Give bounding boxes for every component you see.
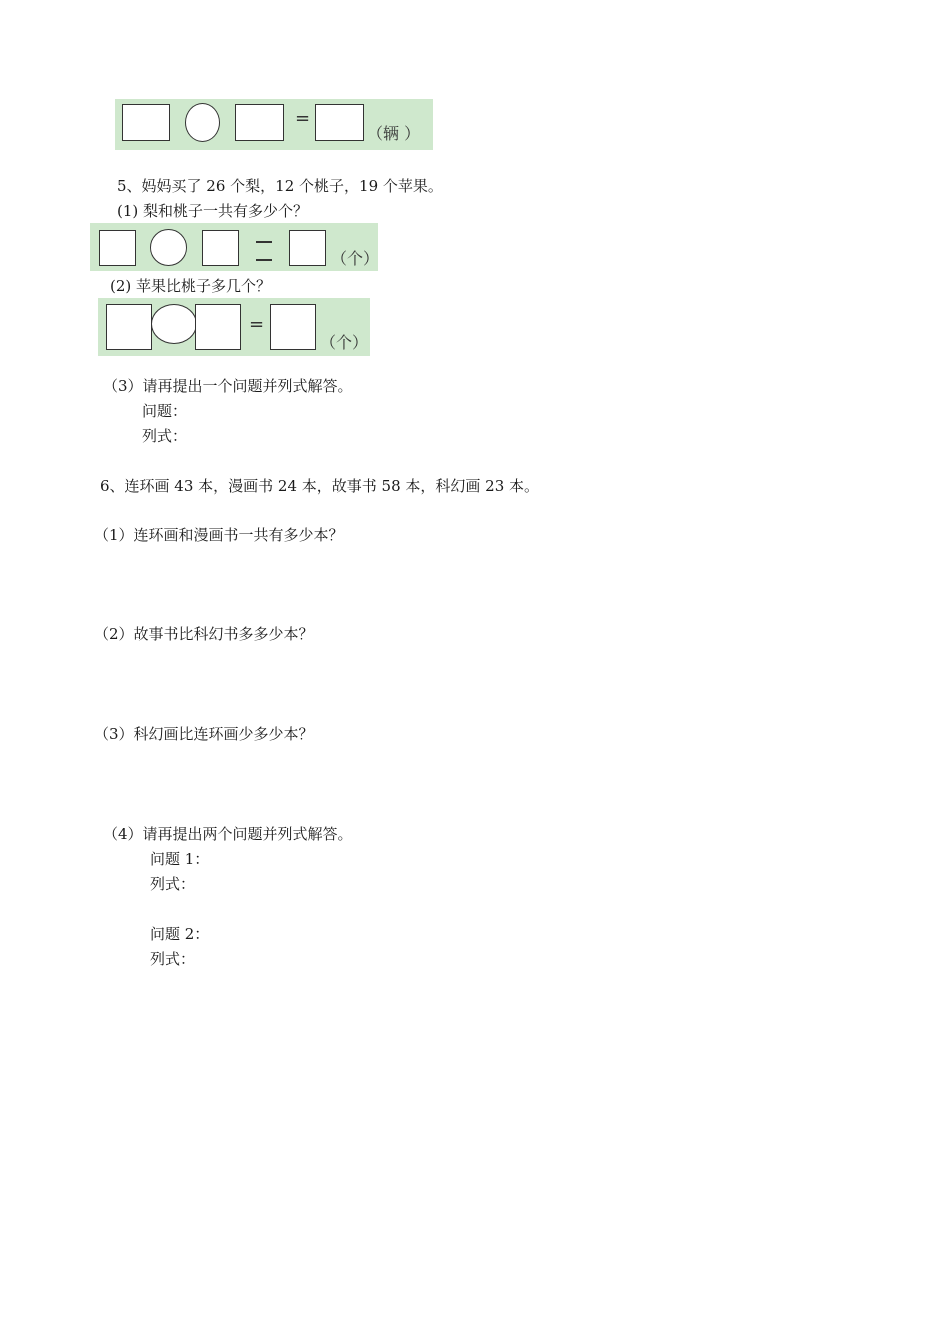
operator-circle[interactable]: [150, 229, 187, 266]
result-box[interactable]: [289, 230, 326, 266]
q6-part3: （3）科幻画比连环画少多少本？: [94, 725, 314, 743]
q5-part3: （3）请再提出一个问题并列式解答。: [103, 377, 353, 395]
q6-question1-label: 问题 1：: [150, 850, 210, 868]
equals-sign: =: [295, 108, 311, 129]
q5-part1: (1) 梨和桃子一共有多少个？: [117, 202, 309, 220]
q6-title: 6、连环画 43 本，漫画书 24 本，故事书 58 本，科幻画 23 本。: [100, 477, 540, 495]
q5-question-label: 问题：: [142, 402, 188, 420]
equation-panel-pears-peaches: [90, 223, 378, 271]
result-box[interactable]: [270, 304, 316, 350]
equals-sign: =: [249, 314, 265, 335]
q6-part4: （4）请再提出两个问题并列式解答。: [103, 825, 353, 843]
q6-formula2-label: 列式：: [150, 950, 196, 968]
equals-sign-top: [256, 241, 272, 243]
unit-label: （个）: [331, 249, 380, 268]
operator-oval[interactable]: [151, 304, 197, 344]
unit-label: （个）: [320, 333, 369, 352]
answer-box-1[interactable]: [99, 230, 136, 266]
unit-label: （辆 ）: [367, 124, 421, 143]
result-box[interactable]: [315, 104, 364, 141]
answer-box-1[interactable]: [106, 304, 152, 350]
answer-box-2[interactable]: [235, 104, 284, 141]
answer-box-2[interactable]: [195, 304, 241, 350]
q6-part1: （1）连环画和漫画书一共有多少本？: [94, 526, 344, 544]
operator-circle[interactable]: [185, 103, 220, 142]
q6-formula1-label: 列式：: [150, 875, 196, 893]
q5-formula-label: 列式：: [142, 427, 188, 445]
q6-part2: （2）故事书比科幻书多多少本？: [94, 625, 314, 643]
q5-part2: (2) 苹果比桃子多几个？: [110, 277, 272, 295]
q6-question2-label: 问题 2：: [150, 925, 210, 943]
equation-panel-apples-peaches: [98, 298, 370, 356]
q5-title: 5、妈妈买了 26 个梨，12 个桃子，19 个苹果。: [117, 177, 443, 195]
equals-sign-bottom: [256, 259, 272, 261]
equation-panel-vehicles: [115, 99, 433, 150]
answer-box-2[interactable]: [202, 230, 239, 266]
answer-box-1[interactable]: [122, 104, 170, 141]
